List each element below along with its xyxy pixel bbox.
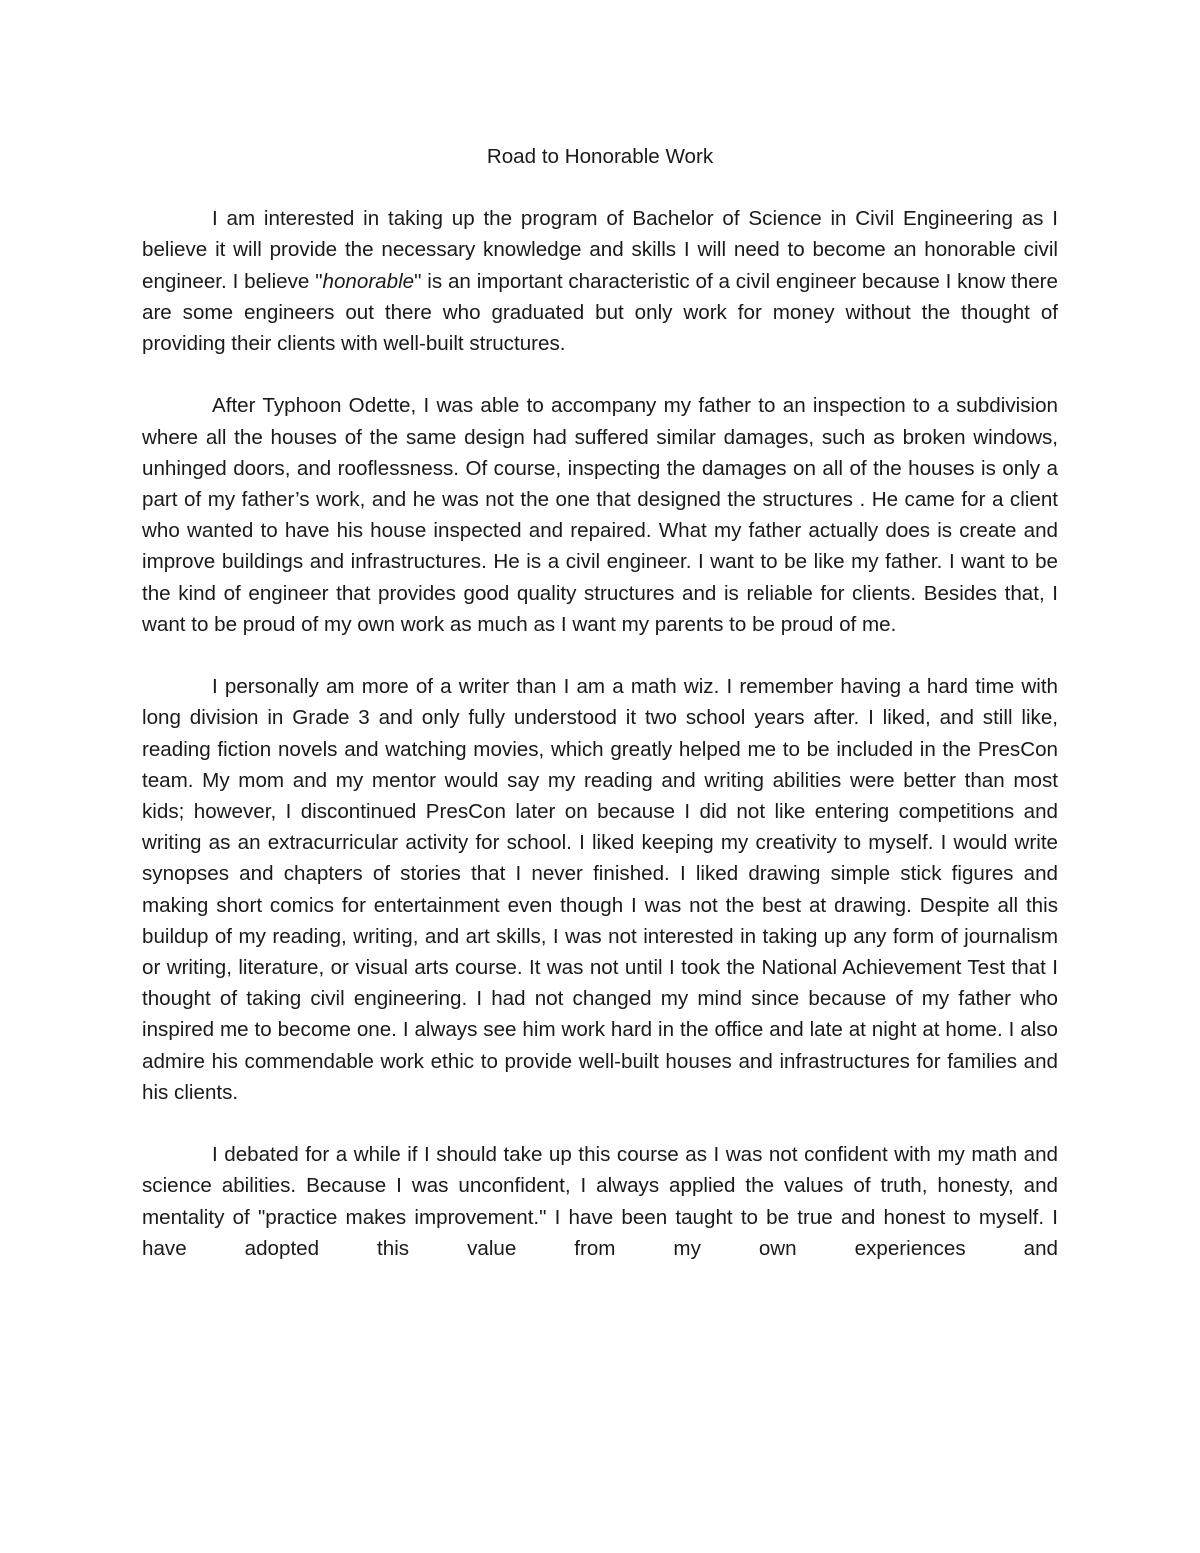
paragraph-2: After Typhoon Odette, I was able to accompany my father to an inspection to a subdivision where all the houses of the same design had suffered similar damages, such as broken windows, unhinged doors, and rooflessness. Of course, inspecting the damages on all of the houses is only a part of my father’s work, and he was not the one that designed the structures . He came for a client who wanted to have his house inspected and repaired. What my father actually does is create and improve buildings and infrastructures. He is a civil engineer. I want to be like my father. I want to be the kind of engineer that provides good quality structures and is reliable for clients. Besides that, I want to be proud of my own work as much as I want my parents to be proud of me. xyxy=(142,394,1058,636)
document-body xyxy=(142,141,1058,1295)
paragraph-1 xyxy=(142,203,1058,359)
paragraph-4: I debated for a while if I should take up this course as I was not confident with my math and science abilities. Because I was unconfident, I always applied the values of truth, honesty, and mentality of "practice makes improvement." I have been taught to be true and honest to myself. I have adopted this value from my own experiences and xyxy=(142,1143,1058,1260)
paragraph-1-emphasis: honorable xyxy=(322,269,415,293)
paragraph-1-text-start: I am interested in taking up the program of Bachelor of Science in Civil Engineering as I believe it will provide the necessary knowledge and skills I will need to become an honorable civil engineer. I believe " xyxy=(142,207,1058,293)
paragraph-1-text-end: " is an important characteristic of a civil engineer because I know there are some engineers out there who graduated but only work for money without the thought of providing their clients with well-built structures. xyxy=(142,269,1058,356)
document-title: Road to Honorable Work xyxy=(486,145,714,168)
paragraph-3: I personally am more of a writer than I am a math wiz. I remember having a hard time with long division in Grade 3 and only fully understood it two school years after. I liked, and still like, reading fiction novels and watching movies, which greatly helped me to be included in the PresCon team. My mom and my mentor would say my reading and writing abilities were better than most kids; however, I discontinued PresCon later on because I did not like entering competitions and writing as an extracurricular activity for school. I liked keeping my creativity to myself. I would write synopses and chapters of stories that I never finished. I liked drawing simple stick figures and making short comics for entertainment even though I was not the best at drawing. Despite all this buildup of my reading, writing, and art skills, I was not interested in taking up any form of journalism or writing, literature, or visual arts course. It was not until I took the National Achievement Test that I thought of taking civil engineering. I had not changed my mind since because of my father who inspired me to become one. I always see him work hard in the office and late at night at home. I also admire his commendable work ethic to provide well-built houses and infrastructures for families and his clients. xyxy=(142,675,1058,1104)
